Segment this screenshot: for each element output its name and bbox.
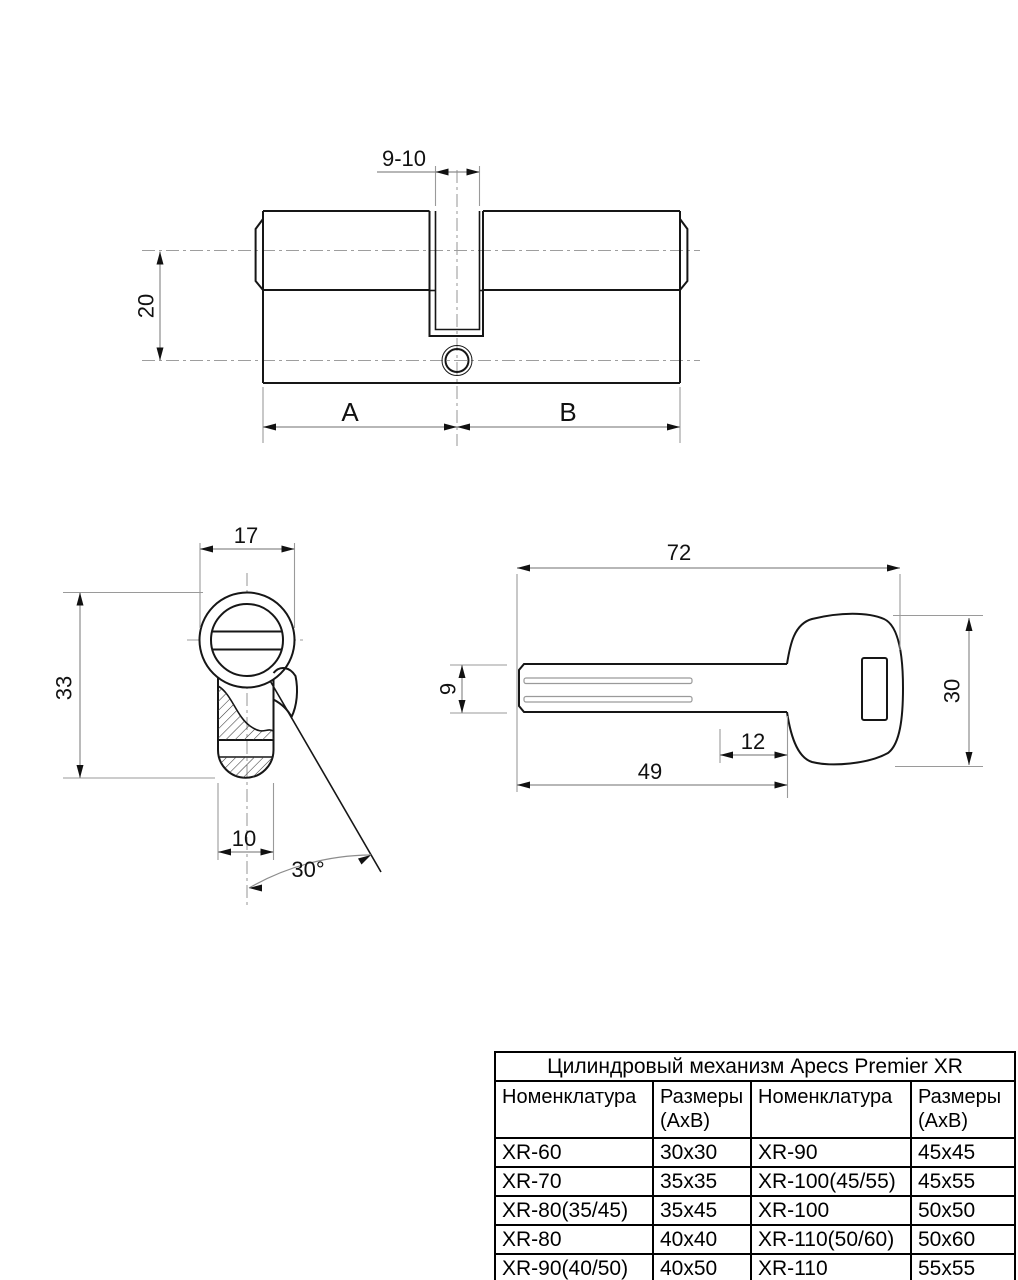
table-row	[495, 1138, 1015, 1167]
dim-a-b	[263, 387, 680, 443]
table-cell: 35x35	[653, 1167, 751, 1196]
dim-blade-height	[436, 665, 508, 713]
dim-cam-angle	[249, 852, 373, 892]
dim-slot-width-label: 9-10	[381, 146, 427, 171]
spec-col-header: Номенклатура	[751, 1081, 911, 1138]
dim-a-label: A	[341, 397, 359, 427]
table-cell: XR-60	[495, 1138, 653, 1167]
table-cell: 55x55	[911, 1254, 1015, 1280]
cylinder-section-view	[52, 523, 382, 906]
table-row	[495, 1196, 1015, 1225]
dim-cam-angle-label: 30°	[291, 857, 325, 882]
table-row	[495, 1254, 1015, 1280]
dim-blade-length-label: 49	[637, 759, 663, 784]
spec-col-header: Номенклатура	[495, 1081, 653, 1138]
key-outline	[519, 614, 903, 765]
dim-bottom-width-label: 10	[231, 826, 257, 851]
table-cell: XR-90	[751, 1138, 911, 1167]
table-row	[495, 1225, 1015, 1254]
dim-body-height	[52, 593, 216, 779]
table-cell: 30x30	[653, 1138, 751, 1167]
dim-axis-height-label: 20	[133, 293, 159, 319]
section-outline	[200, 593, 298, 779]
table-cell: XR-100	[751, 1196, 911, 1225]
hatch-upper	[218, 686, 274, 740]
dim-axis-height	[134, 252, 164, 361]
key-hole	[862, 658, 887, 720]
dim-head-inset-label: 12	[740, 729, 766, 754]
table-row	[495, 1167, 1015, 1196]
table-cell: 45x45	[911, 1138, 1015, 1167]
cylinder-cam-slot	[430, 211, 484, 336]
key-groove-top	[524, 678, 692, 684]
key-groove-bottom	[524, 697, 692, 703]
table-cell: XR-70	[495, 1167, 653, 1196]
table-cell: 40x40	[653, 1225, 751, 1254]
dim-blade-height-label: 9	[435, 682, 461, 696]
cylinder-front-view	[134, 146, 701, 446]
table-cell: XR-110(50/60)	[751, 1225, 911, 1254]
table-cell: 50x60	[911, 1225, 1015, 1254]
dim-key-length	[517, 540, 900, 792]
table-cell: 40x50	[653, 1254, 751, 1280]
spec-col-header: Размеры (AxB)	[911, 1081, 1015, 1138]
dim-key-length-label: 72	[666, 540, 692, 565]
table-cell: 45x55	[911, 1167, 1015, 1196]
table-cell: 35x45	[653, 1196, 751, 1225]
dim-head-height	[893, 616, 983, 767]
table-cell: 50x50	[911, 1196, 1015, 1225]
spec-table	[494, 1051, 1016, 1280]
table-cell: XR-80	[495, 1225, 653, 1254]
dim-diameter-label: 17	[233, 523, 259, 548]
hatch-lower	[219, 757, 273, 778]
dim-blade-length	[517, 759, 788, 789]
dim-head-height-label: 30	[939, 678, 965, 704]
spec-table-title: Цилиндровый механизм Apecs Premier XR	[495, 1052, 1015, 1081]
dim-bottom-width	[218, 783, 274, 860]
table-cell: XR-110	[751, 1254, 911, 1280]
table-cell: XR-80(35/45)	[495, 1196, 653, 1225]
key-view	[436, 540, 984, 798]
dim-b-label: B	[559, 397, 577, 427]
dim-slot-width	[377, 146, 480, 206]
table-cell: XR-90(40/50)	[495, 1254, 653, 1280]
spec-col-header: Размеры (AxB)	[653, 1081, 751, 1138]
dim-body-height-label: 33	[51, 675, 77, 701]
table-cell: XR-100(45/55)	[751, 1167, 911, 1196]
